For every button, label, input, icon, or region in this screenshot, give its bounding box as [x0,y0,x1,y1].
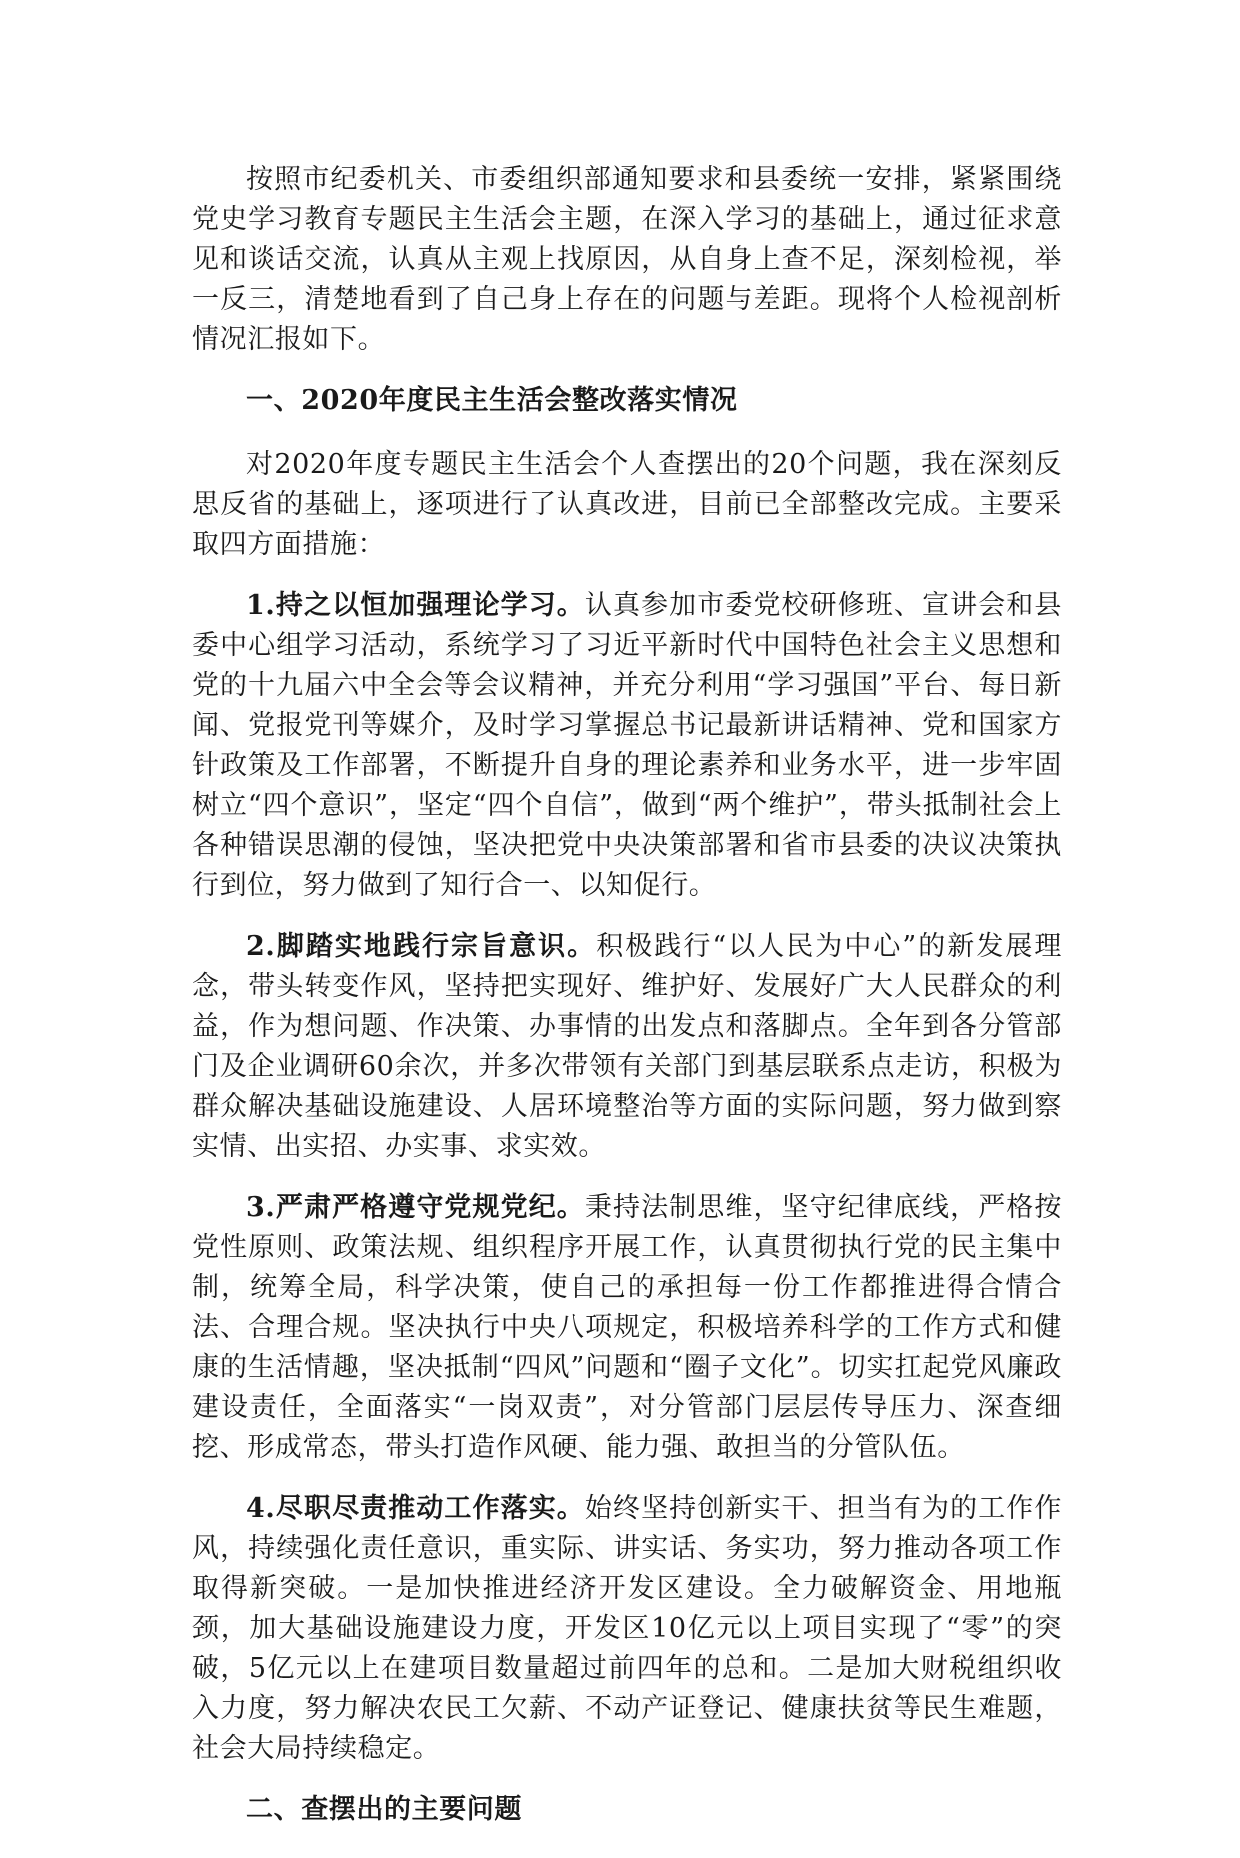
intro-paragraph: 按照市纪委机关、市委组织部通知要求和县委统一安排，紧紧围绕党史学习教育专题民主生活会主题，在深入学习的基础上，通过征求意见和谈话交流，认真从主观上找原因，从自身上查不足，深刻检视，举一反三，清楚地看到了自己身上存在的问题与差距。现将个人检视剖析情况汇报如下。 [192,164,1062,355]
measure-item-4 [192,1489,1062,1769]
measure-item-1-lead: 1.持之以恒加强理论学习。 [246,590,585,621]
measure-item-2-text: 积极践行“以人民为中心”的新发展理念，带头转变作风，坚持把实现好、维护好、发展好广大人民群众的利益，作为想问题、作决策、办事情的出发点和落脚点。全年到各分管部门及企业调研60余次，并多次带领有关部门到基层联系点走访，积极为群众解决基础设施建设、人居环境整治等方面的实际问题，努力做到察实情、出实招、办实事、求实效。 [192,931,1062,1162]
section-heading-2: 二、查摆出的主要问题 [246,1794,522,1825]
section-1-summary: 对2020年度专题民主生活会个人查摆出的20个问题，我在深刻反思反省的基础上，逐项进行了认真改进，目前已全部整改完成。主要采取四方面措施： [192,449,1062,560]
section-heading-1: 一、2020年度民主生活会整改落实情况 [246,385,738,416]
measure-item-4-text: 始终坚持创新实干、担当有为的工作作风，持续强化责任意识，重实际、讲实话、务实功，努力推动各项工作取得新突破。一是加快推进经济开发区建设。全力破解资金、用地瓶颈，加大基础设施建设力度，开发区10亿元以上项目实现了“零”的突破，5亿元以上在建项目数量超过前四年的总和。二是加大财税组织收入力度，努力解决农民工欠薪、不动产证登记、健康扶贫等民生难题，社会大局持续稳定。 [192,1493,1062,1764]
measure-item-2 [192,927,1062,1167]
measure-item-3-lead: 3.严肃严格遵守党规党纪。 [246,1192,585,1223]
measure-item-3-text: 秉持法制思维，坚守纪律底线，严格按党性原则、政策法规、组织程序开展工作，认真贯彻执行党的民主集中制，统筹全局，科学决策，使自己的承担每一份工作都推进得合情合法、合理合规。坚决执行中央八项规定，积极培养科学的工作方式和健康的生活情趣，坚决抵制“四风”问题和“圈子文化”。切实扛起党风廉政建设责任，全面落实“一岗双责”，对分管部门层层传导压力、深查细挖、形成常态，带头打造作风硬、能力强、敢担当的分管队伍。 [192,1192,1062,1463]
document-body [192,160,1062,1858]
measure-item-1 [192,586,1062,906]
measure-item-1-text: 认真参加市委党校研修班、宣讲会和县委中心组学习活动，系统学习了习近平新时代中国特色社会主义思想和党的十九届六中全会等会议精神，并充分利用“学习强国”平台、每日新闻、党报党刊等媒介，及时学习掌握总书记最新讲话精神、党和国家方针政策及工作部署，不断提升自身的理论素养和业务水平，进一步牢固树立“四个意识”，坚定“四个自信”，做到“两个维护”，带头抵制社会上各种错误思潮的侵蚀，坚决把党中央决策部署和省市县委的决议决策执行到位，努力做到了知行合一、以知促行。 [192,590,1062,901]
measure-item-2-lead: 2.脚踏实地践行宗旨意识。 [246,931,597,962]
measure-item-4-lead: 4.尽职尽责推动工作落实。 [246,1493,585,1524]
measure-item-3 [192,1188,1062,1468]
